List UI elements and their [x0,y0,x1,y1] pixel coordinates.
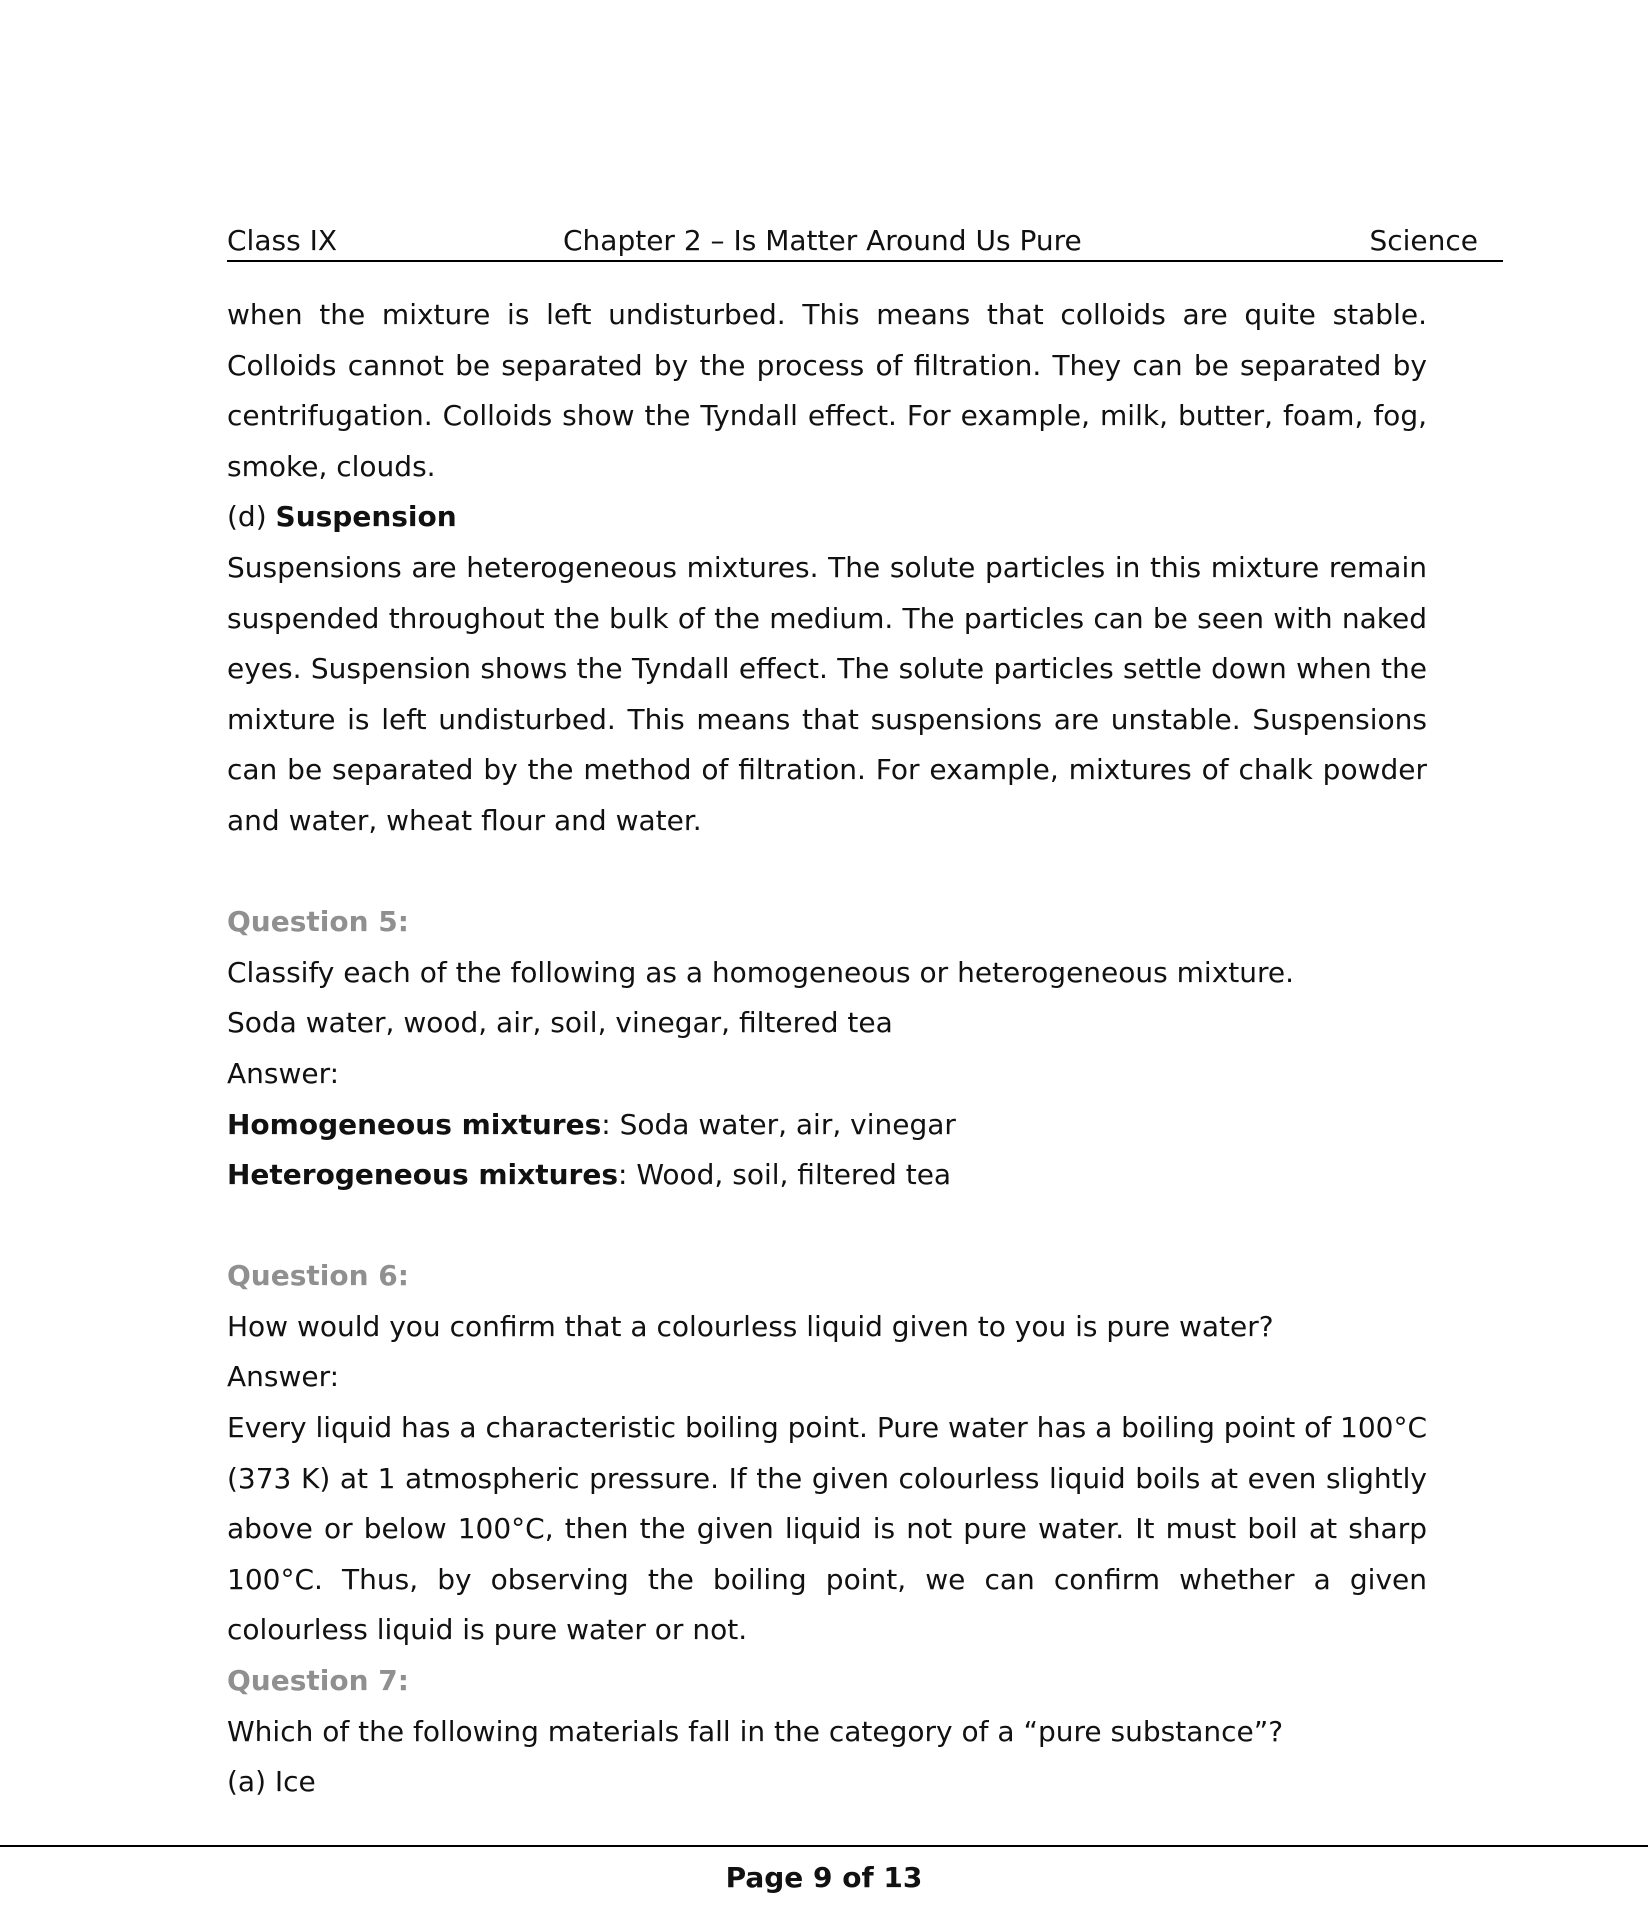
page-header [227,222,1503,262]
paragraph-line: colourless liquid is pure water or not. [227,1613,748,1647]
paragraph-line: Colloids cannot be separated by the process of filtration. They can be separated by [227,348,1427,382]
question-heading: Question 5: [227,905,409,939]
question-heading: Question 6: [227,1259,409,1293]
paragraph-line: smoke, clouds. [227,449,436,483]
paragraph-line: 100°C. Thus, by observing the boiling point, we can confirm whether a given [227,1562,1427,1596]
question-prompt: How would you confirm that a colourless liquid given to you is pure water? [227,1309,1274,1343]
heterogeneous-value: : Wood, soil, filtered tea [618,1158,952,1192]
homogeneous-value: : Soda water, air, vinegar [601,1107,956,1141]
header-class: Class IX [227,224,338,257]
header-subject: Science [1369,224,1478,257]
homogeneous-answer [227,1100,1427,1151]
paragraph-line: Every liquid has a characteristic boiling point. Pure water has a boiling point of 100°C [227,1411,1427,1445]
header-chapter-title: Chapter 2 – Is Matter Around Us Pure [563,224,1082,257]
colloid-continuation [227,290,1427,492]
option-item: (a) Ice [227,1765,316,1799]
homogeneous-label: Homogeneous mixtures [227,1107,602,1141]
suspension-title: Suspension [275,500,457,534]
question-prompt: Which of the following materials fall in the category of a “pure substance”? [227,1714,1284,1748]
question-prompt: Classify each of the following as a homogeneous or heterogeneous mixture. [227,955,1295,989]
suspension-section [227,492,1427,846]
paragraph-line: above or below 100°C, then the given liquid is not pure water. It must boil at sharp [227,1512,1427,1546]
paragraph-line: (373 K) at 1 atmospheric pressure. If the given colourless liquid boils at even slightly [227,1461,1427,1495]
heterogeneous-label: Heterogeneous mixtures [227,1158,619,1192]
paragraph-line: can be separated by the method of filtration. For example, mixtures of chalk powder [227,753,1427,787]
footer-divider [0,1845,1648,1847]
question-6 [227,1251,1427,1656]
suspension-label: (d) [227,500,276,534]
answer-label: Answer: [227,1056,340,1090]
paragraph-line: suspended throughout the bulk of the medium. The particles can be seen with naked [227,601,1427,635]
spacer [227,847,1427,898]
suspension-heading [227,492,1427,543]
answer-label: Answer: [227,1360,340,1394]
paragraph-line: centrifugation. Colloids show the Tyndall effect. For example, milk, butter, foam, fog, [227,399,1427,433]
page-content [227,290,1427,1808]
question-items: Soda water, wood, air, soil, vinegar, filtered tea [227,1006,893,1040]
heterogeneous-answer [227,1150,1427,1201]
question-heading: Question 7: [227,1664,409,1698]
question-5 [227,897,1427,1201]
paragraph-line: Suspensions are heterogeneous mixtures. The solute particles in this mixture remain [227,550,1427,584]
paragraph-line: and water, wheat flour and water. [227,803,702,837]
paragraph-line: eyes. Suspension shows the Tyndall effect. The solute particles settle down when the [227,652,1427,686]
paragraph-line: when the mixture is left undisturbed. This means that colloids are quite stable. [227,298,1427,331]
spacer [227,1201,1427,1252]
page-number: Page 9 of 13 [725,1861,923,1894]
paragraph-line: mixture is left undisturbed. This means that suspensions are unstable. Suspensions [227,702,1427,736]
question-7 [227,1656,1427,1808]
